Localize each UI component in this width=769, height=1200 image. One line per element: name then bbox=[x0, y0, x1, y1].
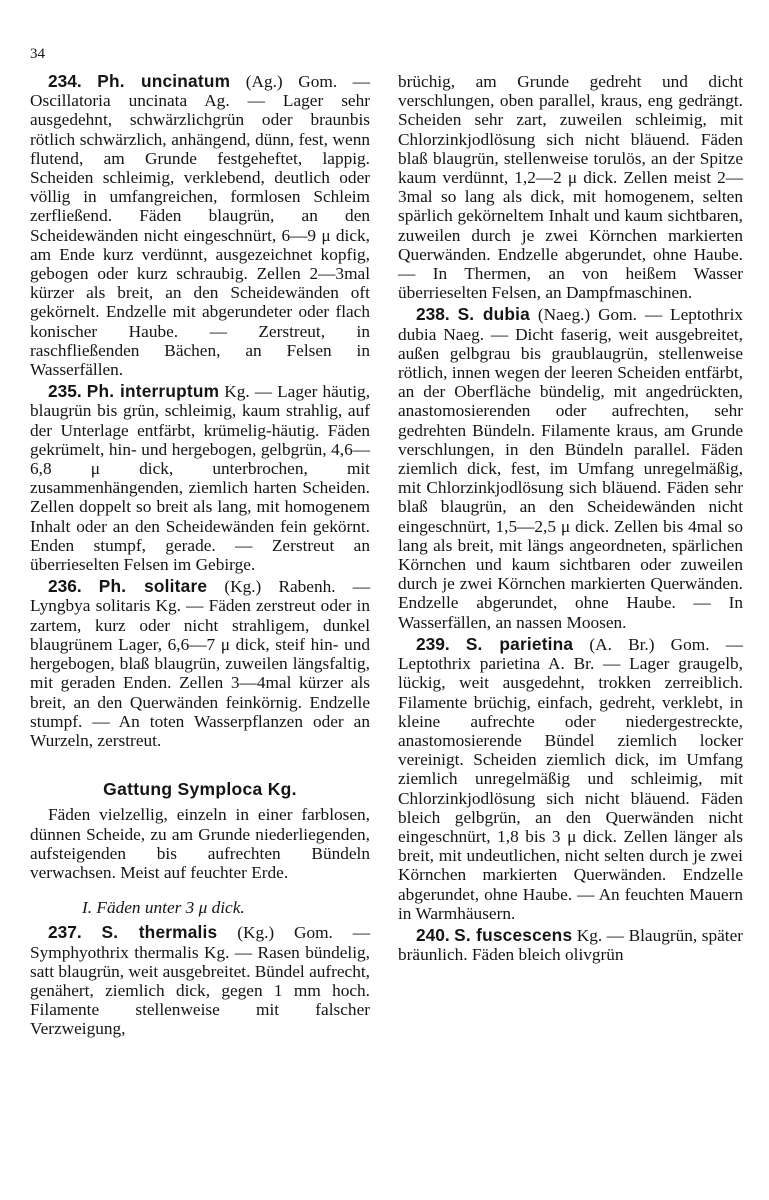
right-column bbox=[398, 72, 743, 964]
left-column bbox=[30, 72, 370, 1039]
entry-240 bbox=[398, 926, 743, 964]
subsection-heading: I. Fäden unter 3 μ dick. bbox=[82, 898, 245, 918]
entry-text: (Ag.) Gom. — Oscillatoria uncinata Ag. — Lager sehr ausgedehnt, schwärzlichgrün oder braunbis rötlich schwärzlich, anhängend, dünn, fest, wenn flutend, am Grunde festgeheftet, lappig. Scheiden schleimig, verklebend, deutlich oder völlig in umfangreichen, formlosen Schleim zerfließend. Fäden blaugrün, an den Scheidewänden nicht eingeschnürt, 6—9 μ dick, am Ende kurz verdünnt, ausgezeichnet kopfig, gebogen oder kurz schraubig. Zellen 2—3mal kürzer als breit, an den Scheidewänden oft gekörnelt. Endzelle mit abgerundeter oder flach konischer Haube. — Zerstreut, in raschfließenden Bächen, an Felsen in Wasserfällen. bbox=[30, 72, 371, 380]
entry-number: 237. bbox=[48, 922, 82, 943]
species-name: S. thermalis bbox=[101, 922, 218, 943]
entry-235 bbox=[30, 382, 370, 574]
entry-number: 234. bbox=[48, 71, 82, 91]
entry-237-continuation: brüchig, am Grunde gedreht und dicht verschlungen, oben parallel, kraus, eng gedrängt. Scheiden sehr zart, zuweilen schleimig, mit Chlorzinkjodlösung sich nicht bläuend. Fäden blaß blaugrün, stellenweise torulös, an der Spitze kaum verdünnt, 1,2—2 μ dick. Zellen meist 2—3mal so lang als dick, mit homogenem, selten spärlich gekörneltem Inhalt und kaum sichtbaren, zuweilen durch je zwei Körnchen markierten Querwänden. Endzelle abgerundet, ohne Haube. — In Thermen, an von heißem Wasser überrieselten Felsen, an Dampfmaschinen. bbox=[398, 72, 743, 303]
entry-text: Kg. — Blaugrün, später bräunlich. Fäden bleich olivgrün bbox=[398, 925, 744, 965]
species-name: S. dubia bbox=[457, 304, 530, 325]
genus-heading: Gattung Symploca Kg. bbox=[103, 779, 297, 800]
entry-number: 238. bbox=[416, 304, 450, 325]
entry-text: (Kg.) Rabenh. — Lyngbya solitaris Kg. — Fäden zerstreut oder in zartem, kurz oder nicht strahligem, dunkel blaugrünem Lager, 6,6—7 μ dick, steif hin- und hergebogen, blaß blaugrün, zuweilen längsfaltig, mit geraden Enden. Zellen 3—4mal kürzer als breit, an den Querwänden feinkörnig. Endzelle stumpf. — An toten Wasserpflanzen oder an Wurzeln, zerstreut. bbox=[30, 577, 370, 750]
entry-text: (Kg.) Gom. — Symphyothrix thermalis Kg. — Rasen bündelig, satt blaugrün, weit ausgebreitet. Bündel aufrecht, genähert, ziemlich dick, gegen 1 mm hoch. Filamente stellenweise mit falscher Verzweigung, bbox=[30, 923, 370, 1039]
species-name: Ph. uncinatum bbox=[97, 71, 231, 91]
entry-number: 239. bbox=[416, 633, 450, 654]
entry-234 bbox=[30, 72, 370, 379]
genus-description: Fäden vielzellig, einzeln in einer farblosen, dünnen Scheide, zu am Grunde niederliegenden, aufsteigenden bis aufrechten Bündeln verwachsen. Meist auf feuchter Erde. bbox=[30, 805, 370, 882]
entry-text: (Naeg.) Gom. — Leptothrix dubia Naeg. — Dicht faserig, weit ausgebreitet, außen gelbgrau bis graublaugrün, stellenweise rötlich, innen wegen der leeren Scheiden entfärbt, an der Oberfläche bündelig, mit angedrückten, anastomosierenden oder aufrechten, sehr gedrehten Bündeln. Filamente kraus, am Grunde verschlungen, in den Bündeln parallel. Fäden ziemlich dick, fest, im Umfang unregelmäßig, mit Chlorzinkjodlösung sich bläuend. Fäden sehr blaß blaugrün, an den Scheidewänden nicht eingeschnürt, 1,5—2,5 μ dick. Zellen bis 4mal so lang als breit, mit längs angeordneten, spärlichen Körnchen und kaum sichtbaren oder zuweilen durch je zwei Körnchen markierten Querwänden. Endzelle abgerundet, ohne Haube. — In Wasserfällen, an nassen Moosen. bbox=[398, 305, 744, 632]
entry-number: 240. bbox=[416, 924, 450, 945]
entry-number: 235. bbox=[48, 381, 82, 402]
species-name: Ph. interruptum bbox=[86, 381, 220, 402]
entry-238 bbox=[398, 305, 743, 631]
species-name: S. fuscescens bbox=[454, 924, 573, 945]
entry-237 bbox=[30, 923, 370, 1038]
entry-text: Kg. — Lager häutig, blaugrün bis grün, schleimig, kaum strahlig, auf der Unterlage entfärbt, krümelig-häutig. Fäden gekrümelt, hin- und hergebogen, gelbgrün, 4,6—6,8 μ dick, unterbrochen, mit zusammenhängenden, ziemlich harten Scheiden. Zellen doppelt so breit als lang, mit homogenem Inhalt oder an den Scheidewänden fein gekörnt. Enden stumpf, gerade. — Zerstreut an überrieselten Felsen im Gebirge. bbox=[30, 382, 371, 575]
entry-text: (A. Br.) Gom. — Leptothrix parietina A. Br. — Lager graugelb, lückig, weit ausgedehnt, trokken zerreiblich. Filamente brüchig, einfach, gedreht, verklebt, in kleine aufrechte oder niedergestreckte, anastomosierende Bündel ziemlich locker vereinigt. Scheiden ziemlich dick, im Umfang ziemlich unregelmäßig und schleimig, mit Chlorzinkjodlösung sich nicht bläuend. Fäden bleich gelbgrün, an den Querwänden nicht eingeschnürt, 1,8 bis 3 μ dick. Zellen länger als breit, mit undeutlichen, nicht selten durch je zwei Körnchen markierten Querwänden. Endzelle abgerundet, ohne Haube. — An feuchten Mauern in Warmhäusern. bbox=[398, 634, 743, 923]
entry-number: 236. bbox=[48, 576, 82, 597]
species-name: Ph. solitare bbox=[98, 576, 208, 597]
page-number: 34 bbox=[30, 46, 45, 62]
entry-239 bbox=[398, 635, 743, 923]
entry-236 bbox=[30, 577, 370, 750]
species-name: S. parietina bbox=[465, 633, 574, 654]
